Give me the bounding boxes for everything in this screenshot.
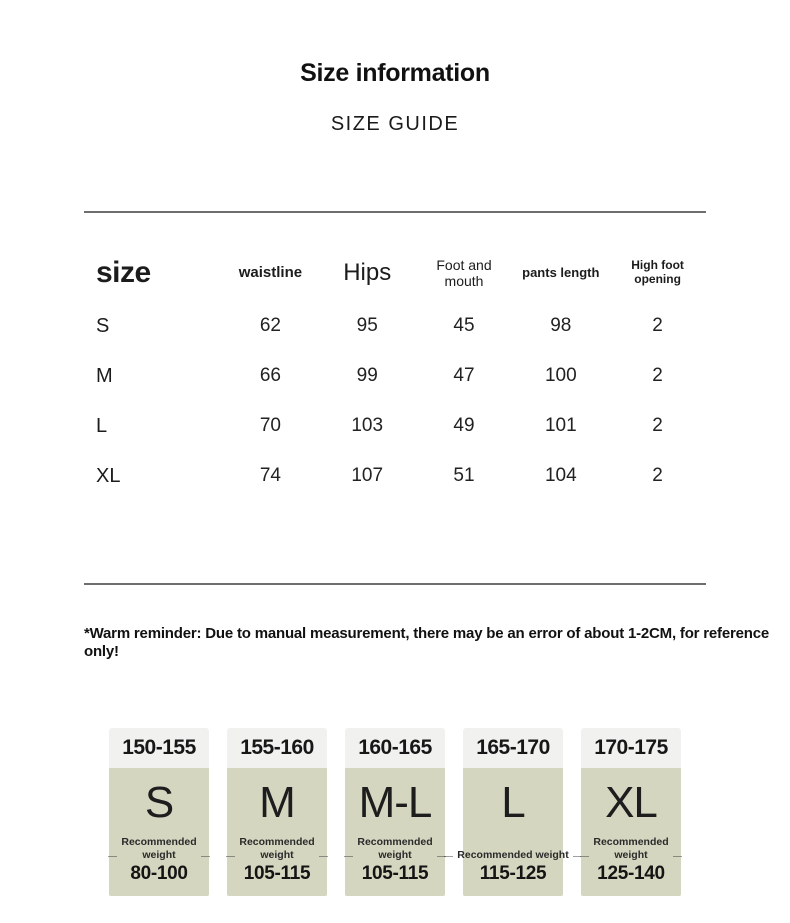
waistline-value: 62 [259, 315, 281, 337]
recommended-weight-label: Recommended [593, 836, 669, 848]
size-card-l [457, 728, 569, 896]
recommended-weight-label: weight [614, 849, 648, 861]
column-header-high-foot-opening: High foot opening [631, 258, 684, 286]
foot-and-mouth-value: 49 [453, 415, 475, 437]
foot-and-mouth-value: 45 [453, 315, 475, 337]
hips-value: 99 [356, 365, 378, 387]
column-header-hips: Hips [343, 259, 392, 287]
waistline-value: 70 [259, 415, 281, 437]
card-size-letter: S [144, 778, 174, 827]
card-size-letter: L [501, 778, 525, 827]
table-row-m [84, 351, 706, 401]
right-dash [319, 856, 328, 857]
hips-value: 107 [351, 465, 384, 487]
recommended-weight-label: weight [260, 849, 294, 861]
size-recommendation-cards [0, 728, 790, 896]
weight-range: 125-140 [597, 863, 665, 884]
left-dash [226, 856, 235, 857]
left-dash [344, 856, 353, 857]
size-card-m [227, 728, 327, 896]
warm-reminder-text: *Warm reminder: Due to manual measurement, there may be an error of about 1-2CM, for reference only! [84, 625, 769, 660]
pants-length-value: 101 [544, 415, 577, 437]
height-range: 155-160 [227, 728, 327, 768]
high-foot-opening-value: 2 [652, 415, 663, 437]
size-card-s [109, 728, 209, 896]
column-header-size: size [96, 255, 151, 289]
recommended-weight-label: Recommended [357, 836, 433, 848]
foot-and-mouth-value: 47 [453, 365, 475, 387]
top-divider [84, 211, 706, 213]
left-dash [580, 856, 589, 857]
table-row-s [84, 301, 706, 351]
high-foot-opening-value: 2 [652, 465, 663, 487]
left-dash [444, 856, 453, 857]
size-card-m-l [345, 728, 445, 896]
card-size-letter: M-L [358, 778, 432, 827]
foot-and-mouth-value: 51 [453, 465, 475, 487]
high-foot-opening-value: 2 [652, 315, 663, 337]
recommended-weight-label: weight [378, 849, 412, 861]
size-card-xl [581, 728, 681, 896]
hips-value: 103 [351, 415, 384, 437]
hips-value: 95 [356, 315, 378, 337]
waistline-value: 66 [259, 365, 281, 387]
height-range: 150-155 [109, 728, 209, 768]
waistline-value: 74 [259, 465, 281, 487]
card-size-letter: M [259, 778, 295, 827]
height-range: 160-165 [345, 728, 445, 768]
pants-length-value: 104 [544, 465, 577, 487]
row-size-label: M [96, 364, 113, 387]
size-table-header-row [84, 245, 706, 301]
weight-range: 115-125 [479, 863, 547, 884]
height-range: 165-170 [463, 728, 563, 768]
column-header-waistline: waistline [238, 264, 303, 282]
size-table [84, 245, 706, 501]
weight-range: 80-100 [130, 863, 188, 884]
high-foot-opening-value: 2 [652, 365, 663, 387]
weight-range: 105-115 [243, 863, 311, 884]
recommended-weight-label: weight [142, 849, 176, 861]
recommended-weight-label: Recommended [239, 836, 315, 848]
right-dash [201, 856, 210, 857]
table-row-l [84, 401, 706, 451]
card-size-letter: XL [605, 778, 657, 827]
column-header-foot-and-mouth: Foot and mouth [436, 256, 492, 289]
recommended-weight-label: Recommended [121, 836, 197, 848]
right-dash [673, 856, 682, 857]
page-title: Size information [300, 59, 490, 87]
row-size-label: XL [96, 464, 121, 487]
table-row-xl [84, 451, 706, 501]
pants-length-value: 100 [544, 365, 577, 387]
height-range: 170-175 [581, 728, 681, 768]
row-size-label: S [96, 314, 110, 337]
recommended-weight-label: Recommended weight [457, 849, 569, 861]
row-size-label: L [96, 414, 108, 437]
bottom-divider [84, 583, 706, 585]
weight-range: 105-115 [361, 863, 429, 884]
pants-length-value: 98 [550, 315, 572, 337]
page-subtitle: SIZE GUIDE [330, 113, 460, 135]
column-header-pants-length: pants length [522, 264, 600, 280]
left-dash [108, 856, 117, 857]
